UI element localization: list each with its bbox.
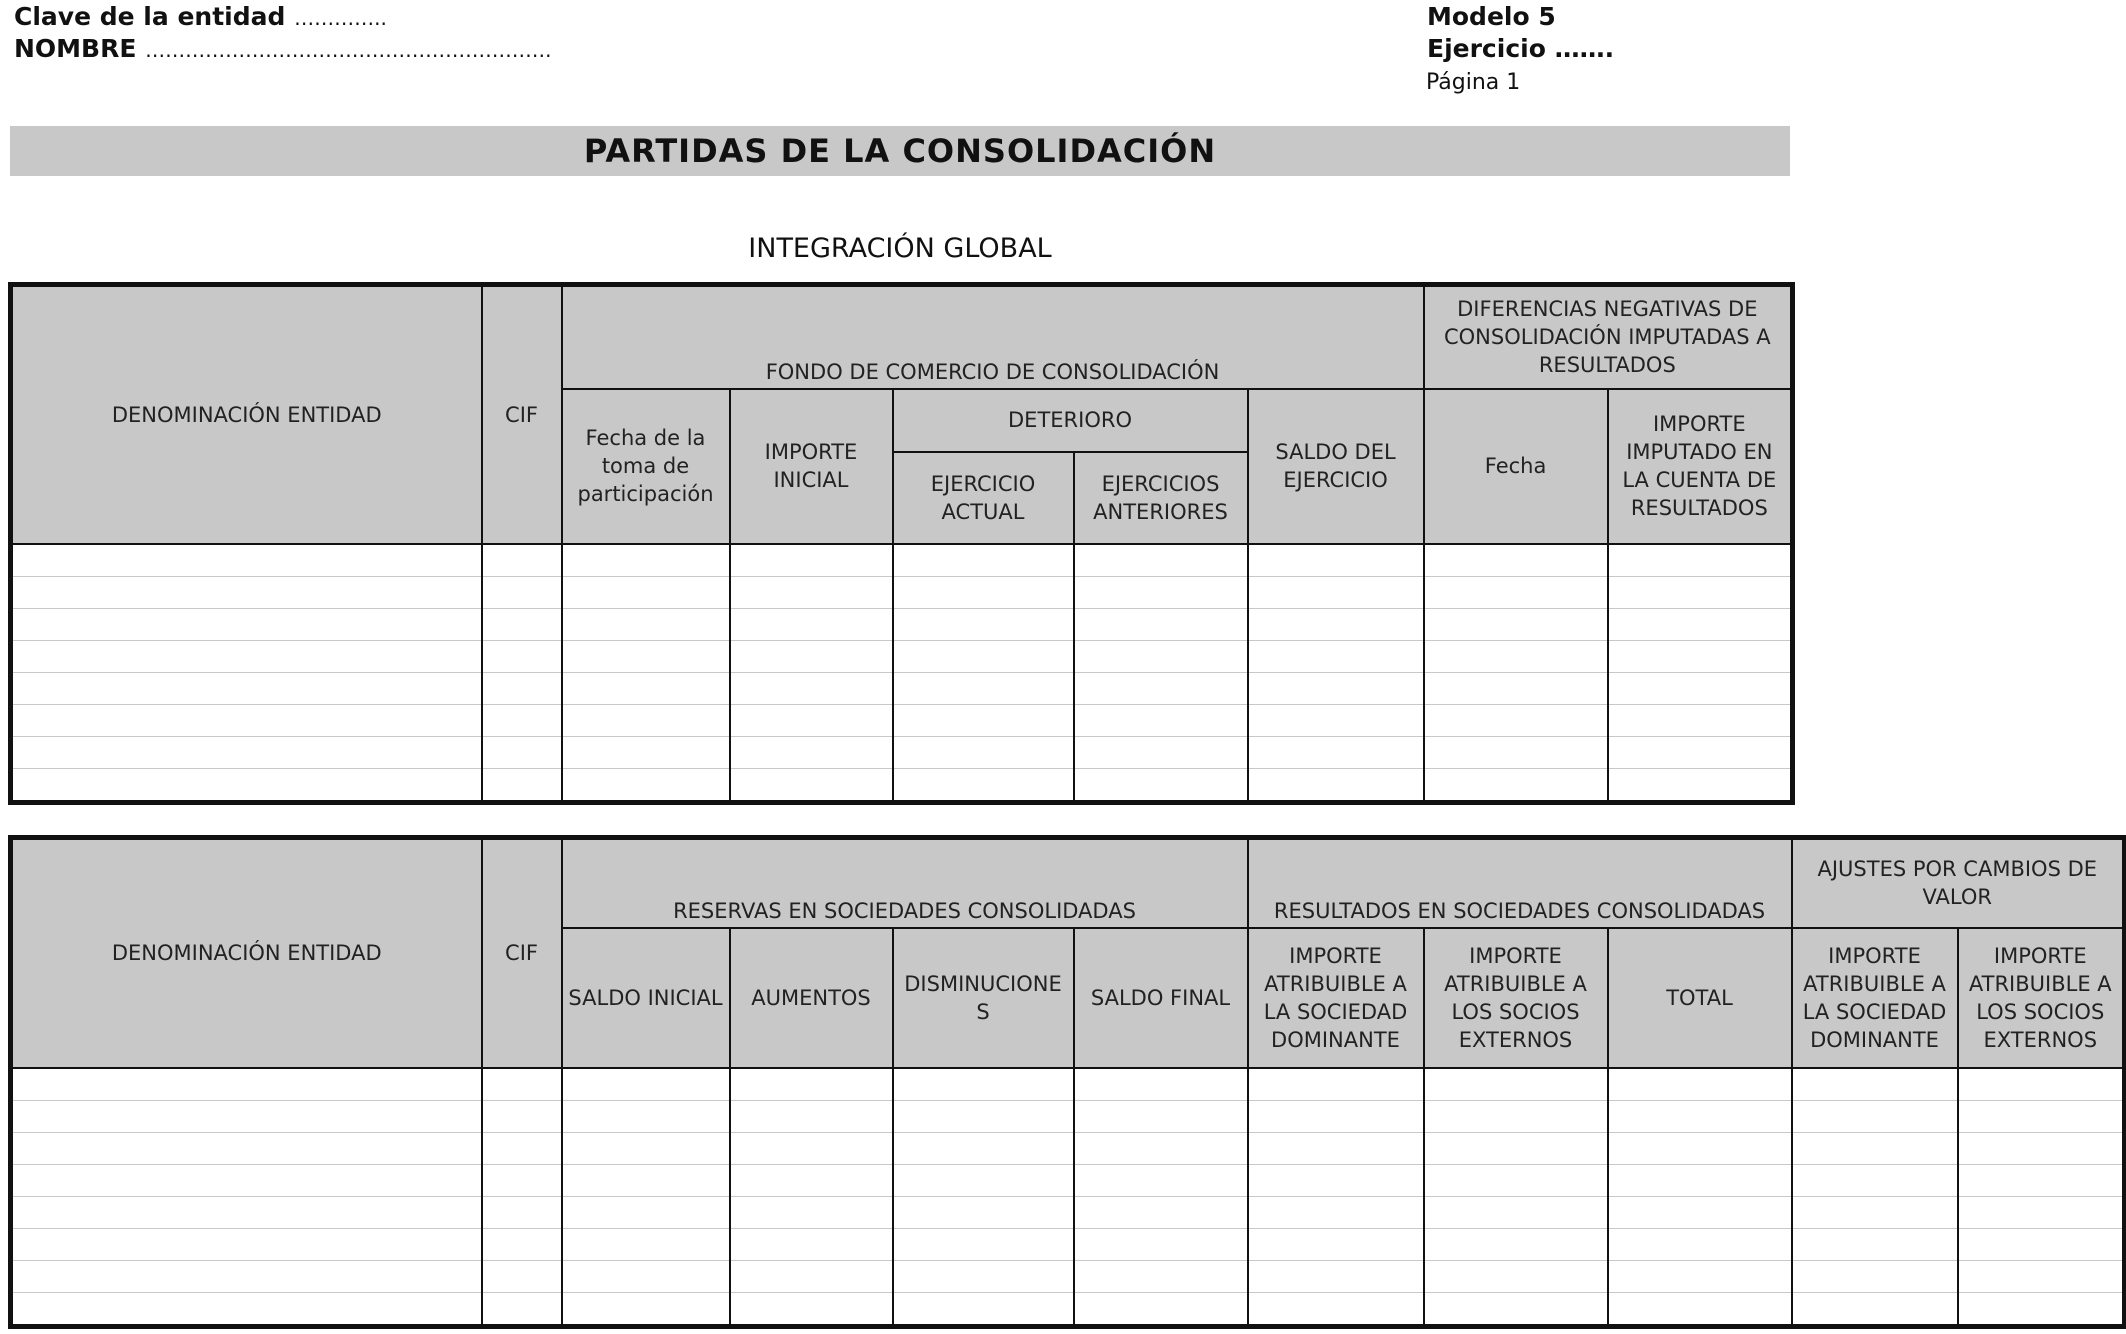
table-cell[interactable] (11, 1132, 482, 1164)
table-row (11, 672, 1793, 704)
table-cell[interactable] (11, 608, 482, 640)
table-cell[interactable] (11, 576, 482, 608)
table-cell[interactable] (730, 672, 893, 704)
table-cell[interactable] (730, 768, 893, 802)
table-cell[interactable] (1074, 608, 1248, 640)
clave-entidad-field: ………….. (294, 6, 387, 30)
table-cell[interactable] (1424, 1196, 1608, 1228)
table-cell[interactable] (1424, 576, 1608, 608)
table-cell[interactable] (730, 1100, 893, 1132)
table-cell[interactable] (562, 640, 730, 672)
table-cell[interactable] (1608, 704, 1793, 736)
table-cell[interactable] (562, 672, 730, 704)
table-cell[interactable] (893, 1132, 1074, 1164)
table-cell[interactable] (1074, 1260, 1248, 1292)
table-cell[interactable] (1608, 1292, 1792, 1326)
table-cell[interactable] (1074, 1196, 1248, 1228)
table-cell[interactable] (482, 1228, 562, 1260)
col-total: TOTAL (1608, 928, 1792, 1068)
table-cell[interactable] (730, 1228, 893, 1260)
table-cell[interactable] (562, 1260, 730, 1292)
table-cell[interactable] (1248, 1292, 1424, 1326)
reservas-resultados-table (8, 835, 2126, 1329)
table-cell[interactable] (1792, 1100, 1958, 1132)
table-cell[interactable] (562, 768, 730, 802)
table-cell[interactable] (1424, 704, 1608, 736)
table-row (11, 576, 1793, 608)
table-cell[interactable] (893, 576, 1074, 608)
table-cell[interactable] (11, 1068, 482, 1101)
table-cell[interactable] (1248, 608, 1424, 640)
table-cell[interactable] (730, 640, 893, 672)
table-cell[interactable] (1608, 1164, 1792, 1196)
col-denominacion-entidad: DENOMINACIÓN ENTIDAD (11, 285, 482, 544)
table-cell[interactable] (1608, 1196, 1792, 1228)
table-row (11, 1196, 2125, 1228)
table-cell[interactable] (893, 608, 1074, 640)
table-cell[interactable] (11, 672, 482, 704)
table-cell[interactable] (1424, 1292, 1608, 1326)
page-title (10, 126, 1790, 176)
table-row (11, 704, 1793, 736)
table-cell[interactable] (482, 1132, 562, 1164)
nombre-line (14, 34, 552, 63)
table-cell[interactable] (482, 736, 562, 768)
table-cell[interactable] (1608, 768, 1793, 802)
table-cell[interactable] (1792, 1292, 1958, 1326)
table-cell[interactable] (893, 768, 1074, 802)
table-cell[interactable] (1608, 672, 1793, 704)
table-cell[interactable] (482, 768, 562, 802)
table-cell[interactable] (893, 1260, 1074, 1292)
table-cell[interactable] (11, 768, 482, 802)
table-cell[interactable] (1608, 608, 1793, 640)
table-row (11, 1260, 2125, 1292)
table-row (11, 768, 1793, 802)
col-importe-imputado: IMPORTE IMPUTADO EN LA CUENTA DE RESULTADOS (1608, 389, 1793, 544)
table-cell[interactable] (482, 608, 562, 640)
table-cell[interactable] (1424, 608, 1608, 640)
col-saldo-inicial: SALDO INICIAL (562, 928, 730, 1068)
col-ejercicio-actual: EJERCICIO ACTUAL (893, 452, 1074, 544)
clave-entidad-line (14, 2, 387, 31)
table-cell[interactable] (1792, 1164, 1958, 1196)
table-cell[interactable] (1248, 1260, 1424, 1292)
table-cell[interactable] (1792, 1068, 1958, 1101)
table-cell[interactable] (11, 544, 482, 577)
table-row (11, 1164, 2125, 1196)
table-cell[interactable] (11, 1164, 482, 1196)
table-cell[interactable] (1074, 640, 1248, 672)
table-cell[interactable] (1958, 1132, 2125, 1164)
table-cell[interactable] (1958, 1260, 2125, 1292)
table-cell[interactable] (730, 1132, 893, 1164)
table-cell[interactable] (482, 1196, 562, 1228)
table-cell[interactable] (1608, 1228, 1792, 1260)
col-saldo-final: SALDO FINAL (1074, 928, 1248, 1068)
table-cell[interactable] (562, 736, 730, 768)
modelo-label: Modelo 5 (1427, 2, 1556, 31)
table-cell[interactable] (562, 1100, 730, 1132)
group-deterioro: DETERIORO (893, 389, 1248, 452)
table-row (11, 736, 1793, 768)
table-cell[interactable] (482, 640, 562, 672)
table-cell[interactable] (1424, 1228, 1608, 1260)
table-cell[interactable] (482, 1292, 562, 1326)
col-ajustes-sociedad-dominante: IMPORTE ATRIBUIBLE A LA SOCIEDAD DOMINANTE (1792, 928, 1958, 1068)
table-cell[interactable] (1608, 1100, 1792, 1132)
group-ajustes-cambios-valor: AJUSTES POR CAMBIOS DE VALOR (1792, 838, 2125, 928)
table-cell[interactable] (730, 1292, 893, 1326)
table-row (11, 1228, 2125, 1260)
table-cell[interactable] (1424, 640, 1608, 672)
col-cif: CIF (482, 285, 562, 544)
table-cell[interactable] (1608, 736, 1793, 768)
table-cell[interactable] (730, 544, 893, 577)
table-cell[interactable] (1424, 1068, 1608, 1101)
table-cell[interactable] (562, 1196, 730, 1228)
table-cell[interactable] (11, 736, 482, 768)
table-cell[interactable] (1958, 1100, 2125, 1132)
col-saldo-del-ejercicio: SALDO DEL EJERCICIO (1248, 389, 1424, 544)
col-ejercicios-anteriores: EJERCICIOS ANTERIORES (1074, 452, 1248, 544)
nombre-label: NOMBRE (14, 34, 137, 63)
table-cell[interactable] (730, 576, 893, 608)
table-cell[interactable] (893, 1164, 1074, 1196)
table-cell[interactable] (893, 1068, 1074, 1101)
col-aumentos: AUMENTOS (730, 928, 893, 1068)
table-cell[interactable] (1248, 640, 1424, 672)
table-cell[interactable] (1074, 1132, 1248, 1164)
table-row (11, 608, 1793, 640)
table-cell[interactable] (1424, 672, 1608, 704)
table-cell[interactable] (1424, 1132, 1608, 1164)
section-subtitle: INTEGRACIÓN GLOBAL (748, 233, 1052, 264)
table-cell[interactable] (1424, 768, 1608, 802)
table-cell[interactable] (893, 704, 1074, 736)
table-cell[interactable] (1248, 544, 1424, 577)
clave-entidad-label: Clave de la entidad (14, 2, 286, 31)
group-diferencias-negativas: DIFERENCIAS NEGATIVAS DE CONSOLIDACIÓN IMPUTADAS A RESULTADOS (1424, 285, 1793, 389)
table-cell[interactable] (1074, 672, 1248, 704)
table-cell[interactable] (1074, 768, 1248, 802)
table-cell[interactable] (482, 576, 562, 608)
table-cell[interactable] (1248, 768, 1424, 802)
table-cell[interactable] (893, 1100, 1074, 1132)
table-cell[interactable] (1608, 640, 1793, 672)
table-cell[interactable] (1608, 1260, 1792, 1292)
page-title-text: PARTIDAS DE LA CONSOLIDACIÓN (583, 132, 1217, 170)
table-cell[interactable] (1958, 1196, 2125, 1228)
table-row (11, 1292, 2125, 1326)
table-cell[interactable] (1248, 1068, 1424, 1101)
table-cell[interactable] (1608, 1068, 1792, 1101)
table-cell[interactable] (893, 544, 1074, 577)
table-cell[interactable] (11, 640, 482, 672)
table-cell[interactable] (730, 1068, 893, 1101)
group-fondo-comercio: FONDO DE COMERCIO DE CONSOLIDACIÓN (562, 285, 1424, 389)
table-row (11, 544, 1793, 577)
table-cell[interactable] (1074, 1100, 1248, 1132)
table-cell[interactable] (1608, 576, 1793, 608)
table-cell[interactable] (1074, 1292, 1248, 1326)
col-fecha: Fecha (1424, 389, 1608, 544)
table-cell[interactable] (562, 1292, 730, 1326)
table-cell[interactable] (1248, 1228, 1424, 1260)
table-cell[interactable] (1608, 544, 1793, 577)
col-cif: CIF (482, 838, 562, 1068)
table-cell[interactable] (1424, 1164, 1608, 1196)
table-cell[interactable] (1248, 704, 1424, 736)
table-cell[interactable] (893, 672, 1074, 704)
table-cell[interactable] (562, 1132, 730, 1164)
col-fecha-toma-participacion: Fecha de la toma de participación (562, 389, 730, 544)
table-cell[interactable] (11, 1260, 482, 1292)
group-reservas: RESERVAS EN SOCIEDADES CONSOLIDADAS (562, 838, 1248, 928)
table-cell[interactable] (1958, 1292, 2125, 1326)
table-row (11, 1132, 2125, 1164)
pagina-number: Página 1 (1426, 70, 1521, 95)
table-cell[interactable] (893, 640, 1074, 672)
table-cell[interactable] (11, 1292, 482, 1326)
table-cell[interactable] (1248, 1132, 1424, 1164)
table-cell[interactable] (1958, 1068, 2125, 1101)
table-cell[interactable] (1958, 1164, 2125, 1196)
table-cell[interactable] (730, 1260, 893, 1292)
table-cell[interactable] (562, 704, 730, 736)
table-cell[interactable] (1074, 544, 1248, 577)
table-cell[interactable] (11, 1100, 482, 1132)
table-cell[interactable] (1248, 1196, 1424, 1228)
table-row (11, 1100, 2125, 1132)
table-cell[interactable] (1608, 1132, 1792, 1164)
table-cell[interactable] (482, 704, 562, 736)
table-cell[interactable] (11, 1228, 482, 1260)
table-cell[interactable] (482, 1068, 562, 1101)
table-cell[interactable] (1424, 1260, 1608, 1292)
table-cell[interactable] (482, 672, 562, 704)
table-cell[interactable] (1424, 1100, 1608, 1132)
table-cell[interactable] (1248, 576, 1424, 608)
table-cell[interactable] (893, 1228, 1074, 1260)
table-cell[interactable] (11, 1196, 482, 1228)
table-cell[interactable] (1792, 1132, 1958, 1164)
table-cell[interactable] (562, 544, 730, 577)
table-cell[interactable] (730, 704, 893, 736)
table-cell[interactable] (482, 1260, 562, 1292)
table-cell[interactable] (1074, 736, 1248, 768)
table-cell[interactable] (562, 1228, 730, 1260)
table-cell[interactable] (1248, 672, 1424, 704)
table-cell[interactable] (562, 576, 730, 608)
table-cell[interactable] (1074, 704, 1248, 736)
table-cell[interactable] (1424, 736, 1608, 768)
table-cell[interactable] (1074, 576, 1248, 608)
table-cell[interactable] (1958, 1228, 2125, 1260)
col-resultados-sociedad-dominante: IMPORTE ATRIBUIBLE A LA SOCIEDAD DOMINANTE (1248, 928, 1424, 1068)
table-cell[interactable] (730, 1164, 893, 1196)
table-cell[interactable] (1248, 1164, 1424, 1196)
table-cell[interactable] (482, 1100, 562, 1132)
table-cell[interactable] (893, 736, 1074, 768)
table-cell[interactable] (482, 1164, 562, 1196)
table-cell[interactable] (730, 736, 893, 768)
table-cell[interactable] (482, 544, 562, 577)
col-importe-inicial: IMPORTE INICIAL (730, 389, 893, 544)
table-row (11, 1068, 2125, 1101)
table-cell[interactable] (730, 608, 893, 640)
table-cell[interactable] (1424, 544, 1608, 577)
group-resultados: RESULTADOS EN SOCIEDADES CONSOLIDADAS (1248, 838, 1792, 928)
table-cell[interactable] (1074, 1228, 1248, 1260)
col-disminuciones: DISMINUCIONE S (893, 928, 1074, 1068)
table-cell[interactable] (562, 608, 730, 640)
nombre-field: ……………………………………………………. (145, 38, 552, 62)
table-cell[interactable] (562, 1068, 730, 1101)
table-cell[interactable] (1792, 1196, 1958, 1228)
table-cell[interactable] (730, 1196, 893, 1228)
table-cell[interactable] (893, 1196, 1074, 1228)
table-cell[interactable] (893, 1292, 1074, 1326)
col-resultados-socios-externos: IMPORTE ATRIBUIBLE A LOS SOCIOS EXTERNOS (1424, 928, 1608, 1068)
table-cell[interactable] (1074, 1068, 1248, 1101)
table-cell[interactable] (1792, 1260, 1958, 1292)
table-cell[interactable] (1248, 736, 1424, 768)
table-cell[interactable] (1792, 1228, 1958, 1260)
table-cell[interactable] (1074, 1164, 1248, 1196)
table-cell[interactable] (562, 1164, 730, 1196)
col-denominacion-entidad: DENOMINACIÓN ENTIDAD (11, 838, 482, 1068)
col-ajustes-socios-externos: IMPORTE ATRIBUIBLE A LOS SOCIOS EXTERNOS (1958, 928, 2125, 1068)
table-row (11, 640, 1793, 672)
ejercicio-label: Ejercicio ……. (1427, 34, 1615, 63)
table-cell[interactable] (1248, 1100, 1424, 1132)
fondo-comercio-table (8, 282, 1795, 805)
table-cell[interactable] (11, 704, 482, 736)
